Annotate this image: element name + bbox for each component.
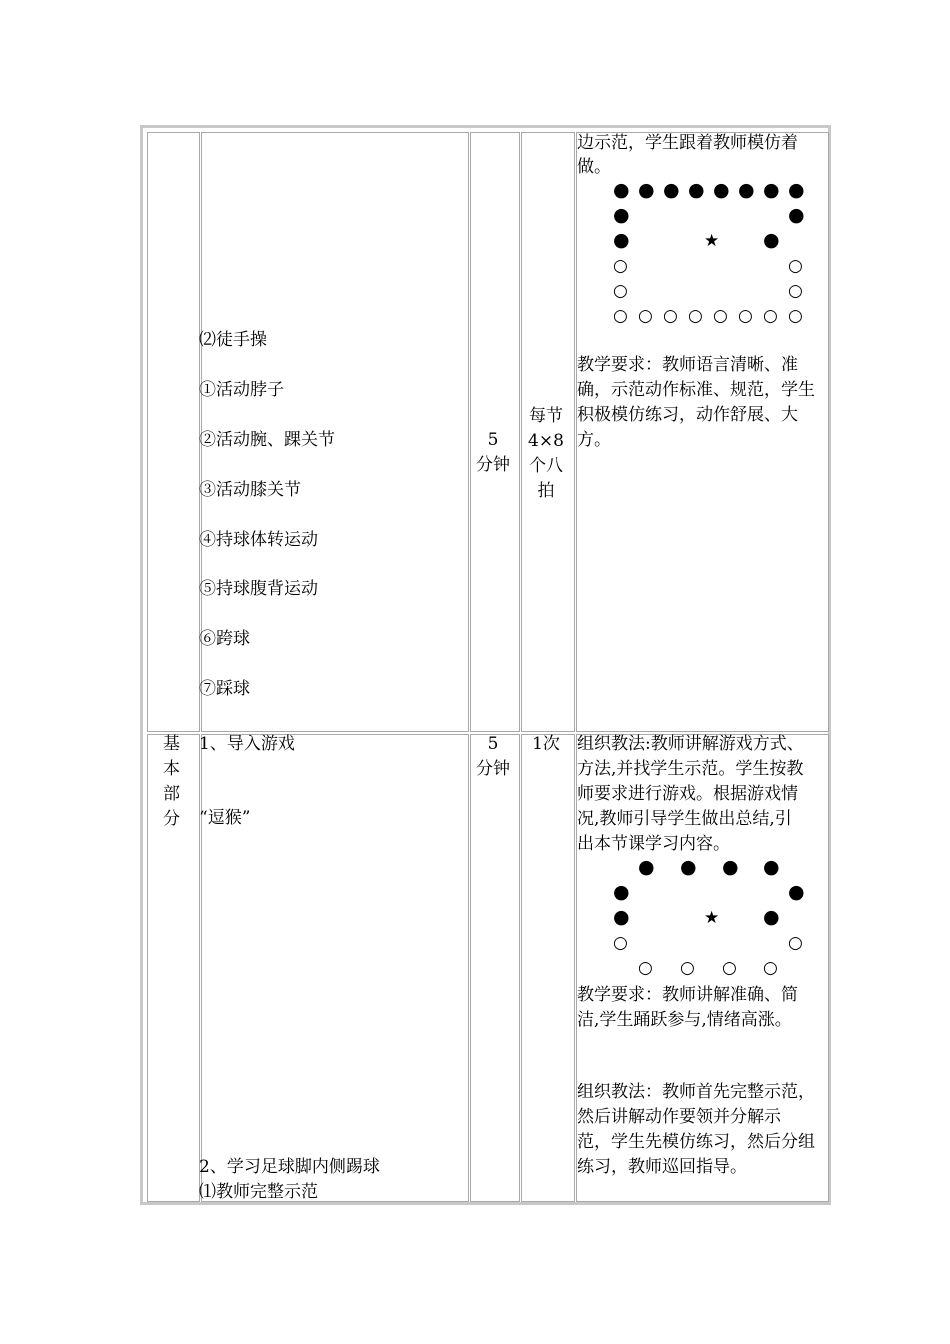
student-filled-icon: ● (613, 229, 630, 251)
teacher-star-icon: ★ (704, 231, 720, 251)
student-hollow-icon: ○ (763, 306, 778, 326)
exercise-item: ⑥跨球 (199, 629, 250, 649)
section-label-char: 部 (163, 784, 180, 804)
student-hollow-icon: ○ (788, 306, 803, 326)
exercise-item: ⑦踩球 (199, 679, 250, 699)
requirement-text: 积极模仿练习，动作舒展、大 (577, 405, 798, 425)
time-value: 5 (487, 430, 499, 450)
section-label-char: 本 (163, 759, 180, 779)
student-filled-icon: ● (788, 204, 805, 226)
student-hollow-icon: ○ (613, 306, 628, 326)
game-name: “逗猴” (199, 808, 251, 828)
student-filled-icon: ● (638, 856, 655, 878)
section-label-char: 基 (163, 734, 180, 754)
time-unit: 分钟 (476, 455, 510, 475)
student-hollow-icon: ○ (763, 958, 778, 978)
student-filled-icon: ● (763, 906, 780, 928)
student-filled-icon: ● (713, 179, 730, 201)
requirement-text: 洁,学生踊跃参与,情绪高涨。 (577, 1010, 792, 1030)
count-value: 1次 (532, 734, 560, 754)
student-hollow-icon: ○ (680, 958, 695, 978)
student-hollow-icon: ○ (788, 933, 803, 953)
lesson-item: 2、学习足球脚内侧踢球 (199, 1157, 380, 1177)
teacher-star-icon: ★ (704, 908, 720, 928)
student-filled-icon: ● (663, 179, 680, 201)
method-text: 然后讲解动作要领并分解示 (577, 1107, 781, 1127)
method-text: 况,教师引导学生做出总结,引 (577, 809, 792, 829)
student-filled-icon: ● (613, 204, 630, 226)
student-filled-icon: ● (738, 179, 755, 201)
student-hollow-icon: ○ (663, 306, 678, 326)
count-line: 4×8 (528, 431, 564, 451)
exercise-item: ②活动腕、踝关节 (199, 430, 335, 450)
count-line: 拍 (537, 481, 555, 501)
method-text: 组织教法:教师讲解游戏方式、 (577, 734, 804, 754)
exercise-item: ①活动脖子 (199, 380, 284, 400)
exercise-item: ⑵徒手操 (199, 330, 267, 350)
exercise-item: ⑤持球腹背运动 (199, 579, 318, 599)
student-filled-icon: ● (763, 229, 780, 251)
student-filled-icon: ● (613, 881, 630, 903)
student-hollow-icon: ○ (788, 281, 803, 301)
lesson-item: 1、导入游戏 (199, 734, 295, 754)
method-text: 出本节课学习内容。 (577, 834, 730, 854)
requirement-text: 教学要求：教师讲解准确、简 (577, 985, 798, 1005)
method-text: 练习，教师巡回指导。 (577, 1157, 747, 1177)
student-hollow-icon: ○ (638, 958, 653, 978)
exercise-item: ④持球体转运动 (199, 530, 318, 550)
student-hollow-icon: ○ (738, 306, 753, 326)
count-line: 每节 (529, 406, 563, 426)
student-filled-icon: ● (688, 179, 705, 201)
row2-time-cell (470, 734, 520, 1202)
student-hollow-icon: ○ (613, 256, 628, 276)
student-filled-icon: ● (613, 906, 630, 928)
exercise-item: ③活动膝关节 (199, 480, 301, 500)
row1-section-cell (147, 132, 200, 732)
student-hollow-icon: ○ (788, 256, 803, 276)
student-filled-icon: ● (722, 856, 739, 878)
section-label-char: 分 (163, 809, 180, 829)
student-hollow-icon: ○ (638, 306, 653, 326)
lesson-plan-table (140, 125, 831, 1205)
student-hollow-icon: ○ (613, 933, 628, 953)
requirement-text: 方。 (577, 430, 611, 450)
lesson-subitem: ⑴教师完整示范 (199, 1182, 318, 1202)
row2-count-cell (521, 734, 575, 1202)
student-hollow-icon: ○ (722, 958, 737, 978)
method-text: 师要求进行游戏。根据游戏情 (577, 784, 798, 804)
method-text: 组织教法：教师首先完整示范， (577, 1082, 815, 1102)
student-filled-icon: ● (680, 856, 697, 878)
student-hollow-icon: ○ (613, 281, 628, 301)
method-text: 范，学生先模仿练习，然后分组 (577, 1132, 815, 1152)
student-filled-icon: ● (638, 179, 655, 201)
requirement-text: 教学要求：教师语言清晰、准 (577, 355, 798, 375)
student-filled-icon: ● (763, 856, 780, 878)
student-filled-icon: ● (788, 179, 805, 201)
row2-content-cell (201, 734, 469, 1202)
requirement-text: 确，示范动作标准、规范，学生 (577, 380, 815, 400)
student-hollow-icon: ○ (713, 306, 728, 326)
student-filled-icon: ● (763, 179, 780, 201)
method-text: 做。 (577, 157, 611, 177)
student-filled-icon: ● (788, 881, 805, 903)
student-hollow-icon: ○ (688, 306, 703, 326)
student-filled-icon: ● (613, 179, 630, 201)
method-text: 方法,并找学生示范。学生按教 (577, 759, 804, 779)
time-value: 5 (487, 734, 499, 754)
method-text: 边示范，学生跟着教师模仿着 (577, 133, 798, 153)
time-unit: 分钟 (476, 759, 510, 779)
count-line: 个八 (529, 456, 563, 476)
